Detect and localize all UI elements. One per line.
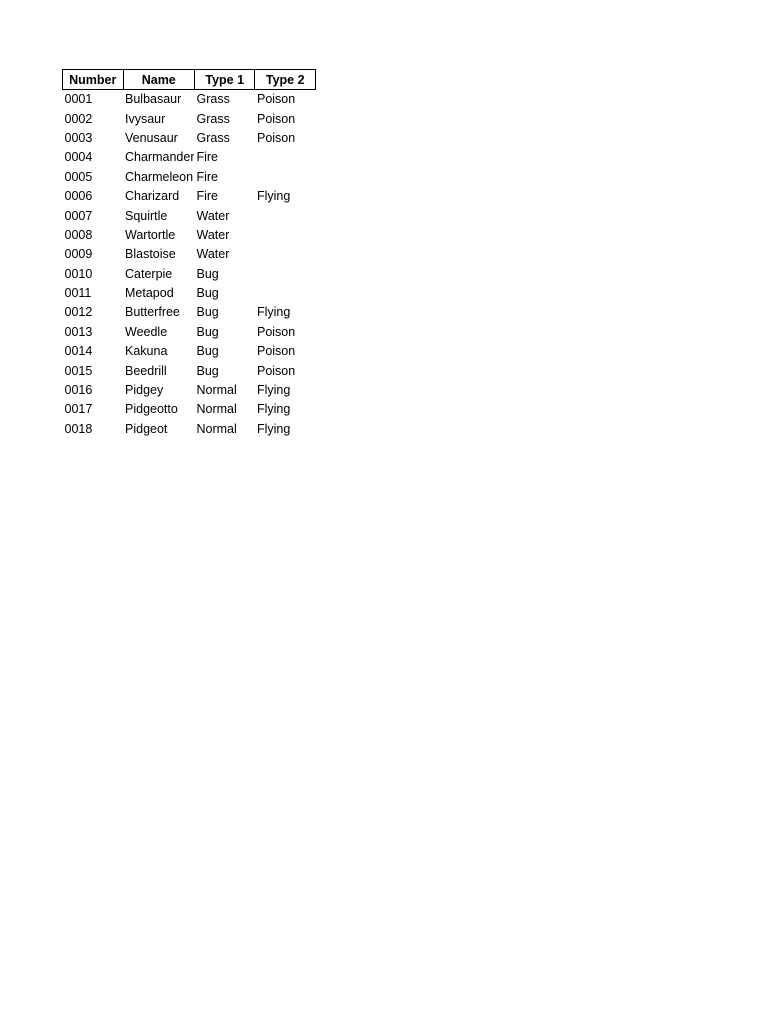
table-row — [63, 361, 316, 380]
cell-type-1[interactable]: Normal — [196, 383, 237, 398]
cell-number[interactable]: 0001 — [64, 92, 93, 107]
cell-type-1[interactable]: Water — [196, 247, 230, 262]
table-row — [63, 342, 316, 361]
cell-type-2[interactable] — [255, 148, 316, 167]
table-row — [63, 168, 316, 187]
table-row — [63, 90, 316, 110]
header-name[interactable]: Name — [123, 70, 194, 90]
cell-name[interactable]: Butterfree — [125, 305, 180, 320]
cell-type-2[interactable]: Flying — [256, 305, 291, 320]
cell-type-1[interactable]: Water — [196, 208, 230, 223]
table-row — [63, 400, 316, 419]
cell-number[interactable]: 0014 — [64, 344, 93, 359]
cell-number[interactable]: 0005 — [64, 169, 93, 184]
cell-name[interactable]: Caterpie — [125, 266, 173, 281]
cell-type-1[interactable]: Grass — [196, 130, 230, 145]
cell-type-2[interactable]: Poison — [256, 130, 296, 145]
cell-name[interactable]: Wartortle — [125, 227, 176, 242]
table-row — [63, 129, 316, 148]
cell-number[interactable]: 0009 — [64, 247, 93, 262]
cell-type-2[interactable] — [255, 226, 316, 245]
cell-name[interactable]: Weedle — [125, 324, 168, 339]
cell-number[interactable]: 0003 — [64, 130, 93, 145]
cell-type-2[interactable] — [255, 168, 316, 187]
cell-number[interactable]: 0015 — [64, 363, 93, 378]
cell-type-2[interactable]: Flying — [256, 402, 291, 417]
table-row — [63, 148, 316, 167]
cell-type-2[interactable]: Flying — [256, 189, 291, 204]
cell-number[interactable]: 0004 — [64, 150, 93, 165]
cell-type-2[interactable]: Poison — [256, 344, 296, 359]
cell-name[interactable]: Blastoise — [125, 247, 176, 262]
cell-type-2[interactable]: Poison — [256, 363, 296, 378]
table-row — [63, 284, 316, 303]
cell-type-1[interactable]: Normal — [196, 421, 237, 436]
cell-number[interactable]: 0011 — [64, 286, 92, 301]
table-body — [63, 90, 316, 440]
spreadsheet-area — [62, 69, 316, 439]
table-row — [63, 245, 316, 264]
cell-number[interactable]: 0006 — [64, 189, 93, 204]
table-row — [63, 420, 316, 439]
table-row — [63, 187, 316, 206]
cell-number[interactable]: 0018 — [64, 421, 93, 436]
cell-number[interactable]: 0013 — [64, 324, 93, 339]
cell-name[interactable]: Charmander — [125, 150, 195, 165]
table-row — [63, 303, 316, 322]
pokemon-table — [62, 69, 316, 439]
cell-type-2[interactable] — [255, 206, 316, 225]
cell-number[interactable]: 0016 — [64, 383, 93, 398]
cell-number[interactable]: 0008 — [64, 227, 93, 242]
cell-type-2[interactable] — [255, 265, 316, 284]
cell-type-1[interactable]: Bug — [196, 324, 219, 339]
table-row — [63, 109, 316, 128]
cell-type-2[interactable] — [255, 245, 316, 264]
cell-number[interactable]: 0017 — [64, 402, 93, 417]
cell-type-1[interactable]: Bug — [196, 305, 219, 320]
header-type-2[interactable]: Type 2 — [255, 70, 316, 90]
table-row — [63, 206, 316, 225]
cell-type-1[interactable]: Bug — [196, 266, 219, 281]
cell-name[interactable]: Squirtle — [125, 208, 168, 223]
cell-name[interactable]: Bulbasaur — [125, 92, 182, 107]
cell-type-1[interactable]: Bug — [196, 286, 219, 301]
cell-type-1[interactable]: Bug — [196, 363, 219, 378]
table-row — [63, 226, 316, 245]
cell-name[interactable]: Venusaur — [125, 130, 178, 145]
cell-type-1[interactable]: Bug — [196, 344, 219, 359]
header-number[interactable]: Number — [63, 70, 124, 90]
cell-type-2[interactable]: Poison — [256, 324, 296, 339]
cell-number[interactable]: 0002 — [64, 111, 93, 126]
header-type-1[interactable]: Type 1 — [194, 70, 255, 90]
cell-type-2[interactable]: Flying — [256, 421, 291, 436]
cell-type-1[interactable]: Water — [196, 227, 230, 242]
cell-type-1[interactable]: Fire — [196, 150, 219, 165]
cell-type-2[interactable]: Poison — [256, 111, 296, 126]
cell-type-2[interactable]: Poison — [256, 92, 296, 107]
table-row — [63, 323, 316, 342]
cell-type-2[interactable] — [255, 284, 316, 303]
cell-number[interactable]: 0007 — [64, 208, 93, 223]
header-row — [63, 70, 316, 90]
cell-name[interactable]: Beedrill — [125, 363, 167, 378]
cell-name[interactable]: Charizard — [125, 189, 180, 204]
cell-name[interactable]: Kakuna — [125, 344, 168, 359]
cell-name[interactable]: Metapod — [125, 286, 174, 301]
table-row — [63, 381, 316, 400]
cell-type-1[interactable]: Grass — [196, 92, 230, 107]
cell-name[interactable]: Charmeleon — [125, 169, 194, 184]
table-row — [63, 265, 316, 284]
cell-name[interactable]: Pidgey — [125, 383, 164, 398]
cell-type-1[interactable]: Grass — [196, 111, 230, 126]
cell-type-2[interactable]: Flying — [256, 383, 291, 398]
cell-name[interactable]: Pidgeot — [125, 421, 168, 436]
cell-type-1[interactable]: Fire — [196, 189, 219, 204]
cell-type-1[interactable]: Fire — [196, 169, 219, 184]
cell-name[interactable]: Pidgeotto — [125, 402, 178, 417]
cell-name[interactable]: Ivysaur — [125, 111, 166, 126]
cell-number[interactable]: 0012 — [64, 305, 93, 320]
cell-number[interactable]: 0010 — [64, 266, 93, 281]
cell-type-1[interactable]: Normal — [196, 402, 237, 417]
